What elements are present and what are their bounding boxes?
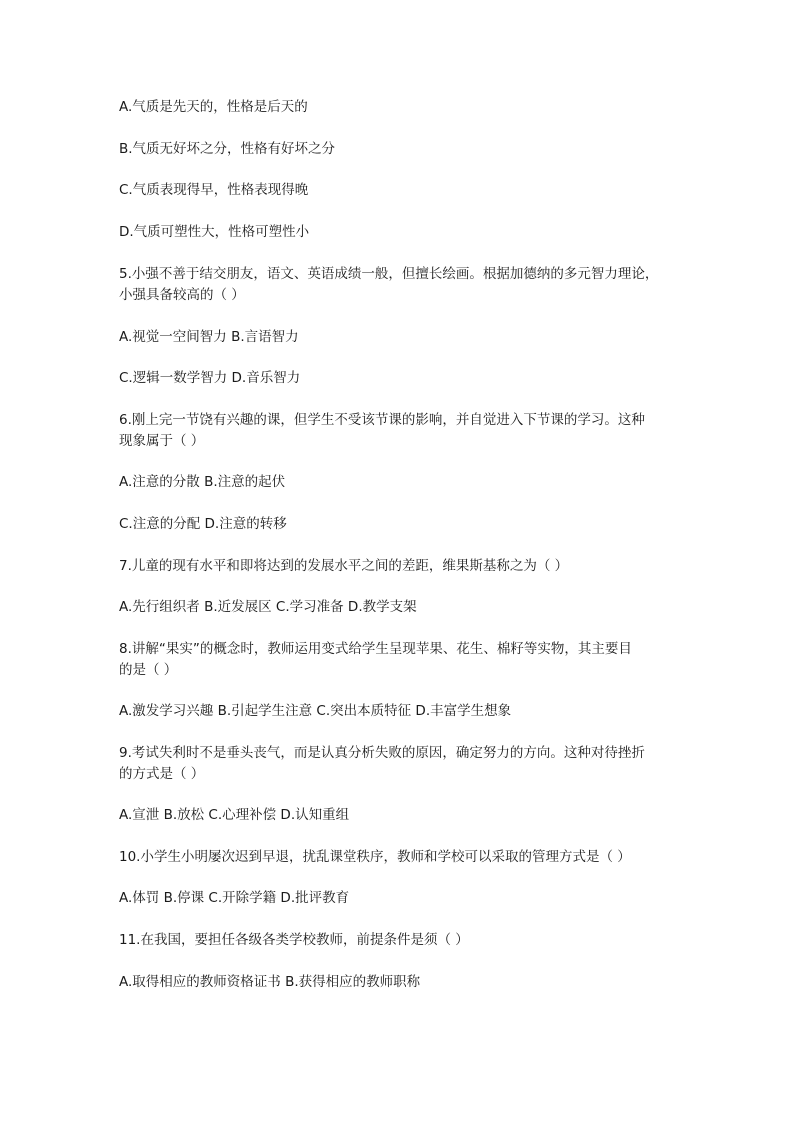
question-11-options: A.取得相应的教师资格证书 B.获得相应的教师职称 [119, 974, 421, 990]
question-9-options: A.宣泄 B.放松 C.心理补偿 D.认知重组 [119, 807, 350, 823]
question-10-options: A.体罚 B.停课 C.开除学籍 D.批评教育 [119, 890, 350, 906]
question-7-line-1: 7.儿童的现有水平和即将达到的发展水平之间的差距，维果斯基称之为（ ） [119, 558, 569, 574]
option-line-q4-c: C.气质表现得早，性格表现得晚 [119, 182, 309, 198]
question-5-options-2: C.逻辑一数学智力 D.音乐智力 [119, 370, 301, 386]
question-8-line-2: 的是（ ） [119, 662, 178, 678]
option-line-q4-a: A.气质是先天的，性格是后天的 [119, 99, 308, 115]
question-8-line-1: 8.讲解“果实”的概念时，教师运用变式给学生呈现苹果、花生、棉籽等实物，其主要目 [119, 641, 632, 657]
question-5-line-1: 5.小强不善于结交朋友，语文、英语成绩一般，但擅长绘画。根据加德纳的多元智力理论， [119, 266, 659, 282]
question-5-line-2: 小强具备较高的（ ） [119, 287, 245, 303]
question-11-line-1: 11.在我国，要担任各级各类学校教师，前提条件是须（ ） [119, 932, 469, 948]
option-line-q4-b: B.气质无好坏之分，性格有好坏之分 [119, 141, 336, 157]
question-6-line-2: 现象属于（ ） [119, 433, 205, 449]
question-6-options-1: A.注意的分散 B.注意的起伏 [119, 474, 286, 490]
question-5-options-1: A.视觉一空间智力 B.言语智力 [119, 329, 299, 345]
question-7-options: A.先行组织者 B.近发展区 C.学习准备 D.教学支架 [119, 599, 417, 615]
option-line-q4-d: D.气质可塑性大，性格可塑性小 [119, 224, 310, 240]
question-8-options: A.激发学习兴趣 B.引起学生注意 C.突出本质特征 D.丰富学生想象 [119, 703, 512, 719]
question-9-line-1: 9.考试失利时不是垂头丧气，而是认真分析失败的原因，确定努力的方向。这种对待挫折 [119, 745, 645, 761]
question-10-line-1: 10.小学生小明屡次迟到早退，扰乱课堂秩序，教师和学校可以采取的管理方式是（ ） [119, 849, 631, 865]
question-6-line-1: 6.刚上完一节饶有兴趣的课，但学生不受该节课的影响，并自觉进入下节课的学习。这种 [119, 412, 645, 428]
question-6-options-2: C.注意的分配 D.注意的转移 [119, 516, 287, 532]
question-9-line-2: 的方式是（ ） [119, 766, 205, 782]
